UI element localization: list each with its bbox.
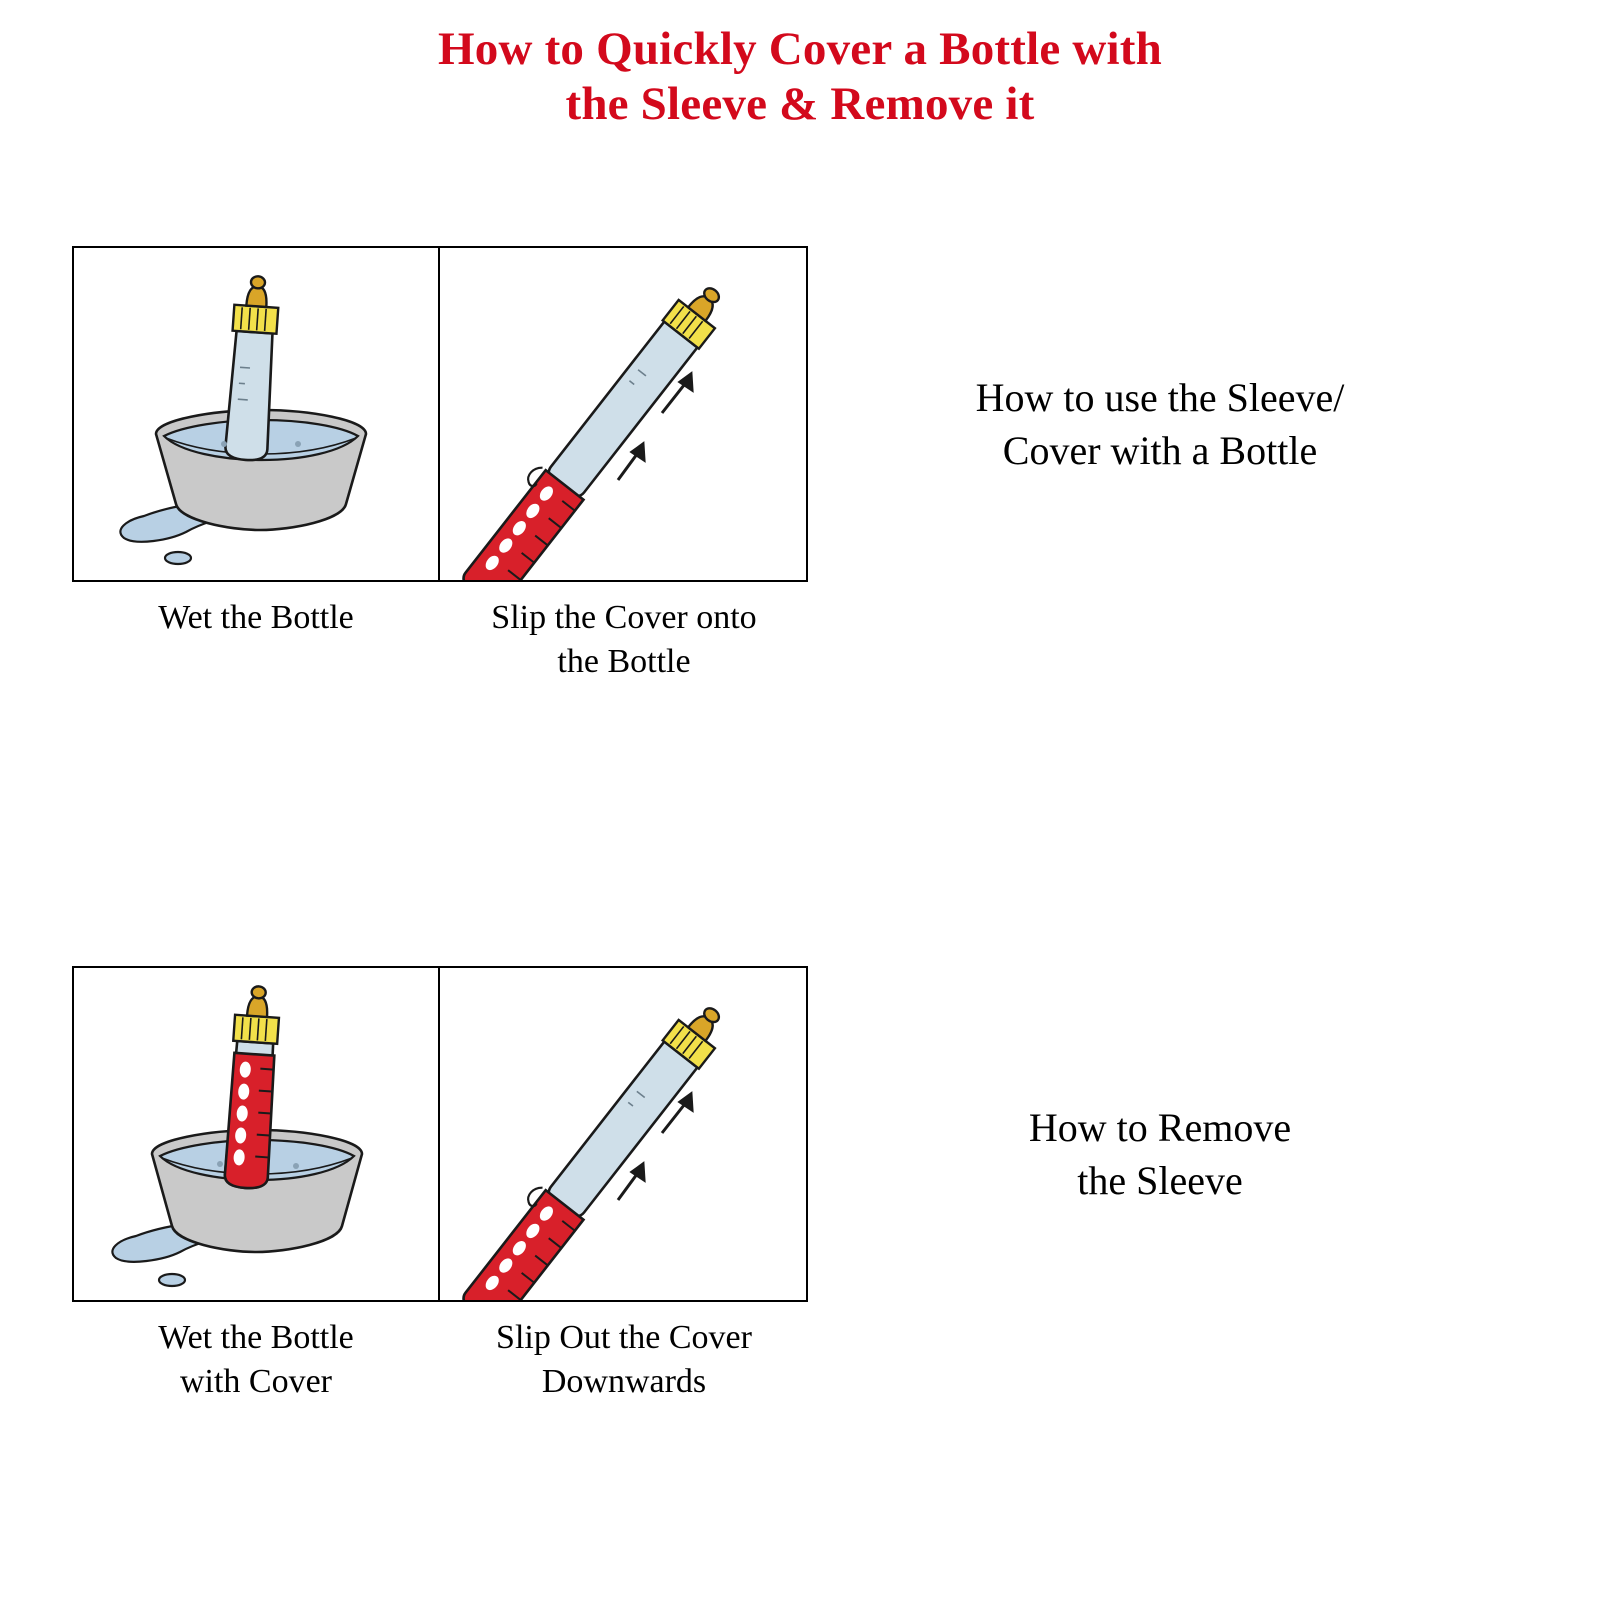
caption-wet-bottle	[72, 596, 440, 683]
panel-row-cover	[72, 246, 808, 582]
caption-row-remove	[72, 1316, 808, 1403]
panel-slip-cover-on	[440, 248, 806, 580]
heading-how-to-remove-sleeve	[880, 1102, 1440, 1208]
caption-slip-out-cover-line-2: Downwards	[541, 1362, 707, 1400]
caption-wet-bottle-with-cover	[72, 1316, 440, 1403]
panel-row-remove	[72, 966, 808, 1302]
heading-how-to-use-sleeve-line-1: How to use the Sleeve/	[975, 375, 1345, 420]
caption-wet-bottle-text: Wet the Bottle	[158, 599, 354, 636]
panel-wet-bottle	[74, 248, 440, 580]
heading-how-to-remove-sleeve-line-1: How to Remove	[1028, 1105, 1292, 1150]
section-remove	[72, 966, 808, 1403]
caption-slip-cover-on-line-2: the Bottle	[557, 642, 691, 680]
caption-wet-bottle-with-cover-line-2: with Cover	[179, 1362, 333, 1400]
heading-how-to-remove-sleeve-line-2: the Sleeve	[1077, 1157, 1243, 1203]
caption-slip-cover-on	[440, 596, 808, 683]
page-title	[0, 22, 1600, 133]
caption-slip-cover-on-line-1: Slip the Cover onto	[491, 599, 757, 636]
caption-slip-out-cover	[440, 1316, 808, 1403]
caption-slip-out-cover-line-1: Slip Out the Cover	[496, 1319, 752, 1356]
illustration-bottle-in-water-bowl	[74, 248, 440, 580]
panel-slip-out-cover	[440, 968, 806, 1300]
page-title-line-1: How to Quickly Cover a Bottle with	[438, 23, 1162, 75]
caption-row-cover	[72, 596, 808, 683]
caption-wet-bottle-with-cover-line-1: Wet the Bottle	[158, 1319, 354, 1356]
heading-how-to-use-sleeve	[880, 372, 1440, 478]
panel-wet-bottle-with-cover	[74, 968, 440, 1300]
illustration-sleeved-bottle-in-water-bowl	[74, 968, 440, 1300]
illustration-bottle-diagonal-with-sleeve-arrows-up	[440, 248, 806, 580]
illustration-bottle-diagonal-sleeve-sliding-off	[440, 968, 806, 1300]
heading-how-to-use-sleeve-line-2: Cover with a Bottle	[1002, 427, 1318, 473]
page-title-line-2: the Sleeve & Remove it	[565, 78, 1035, 131]
section-cover	[72, 246, 808, 683]
